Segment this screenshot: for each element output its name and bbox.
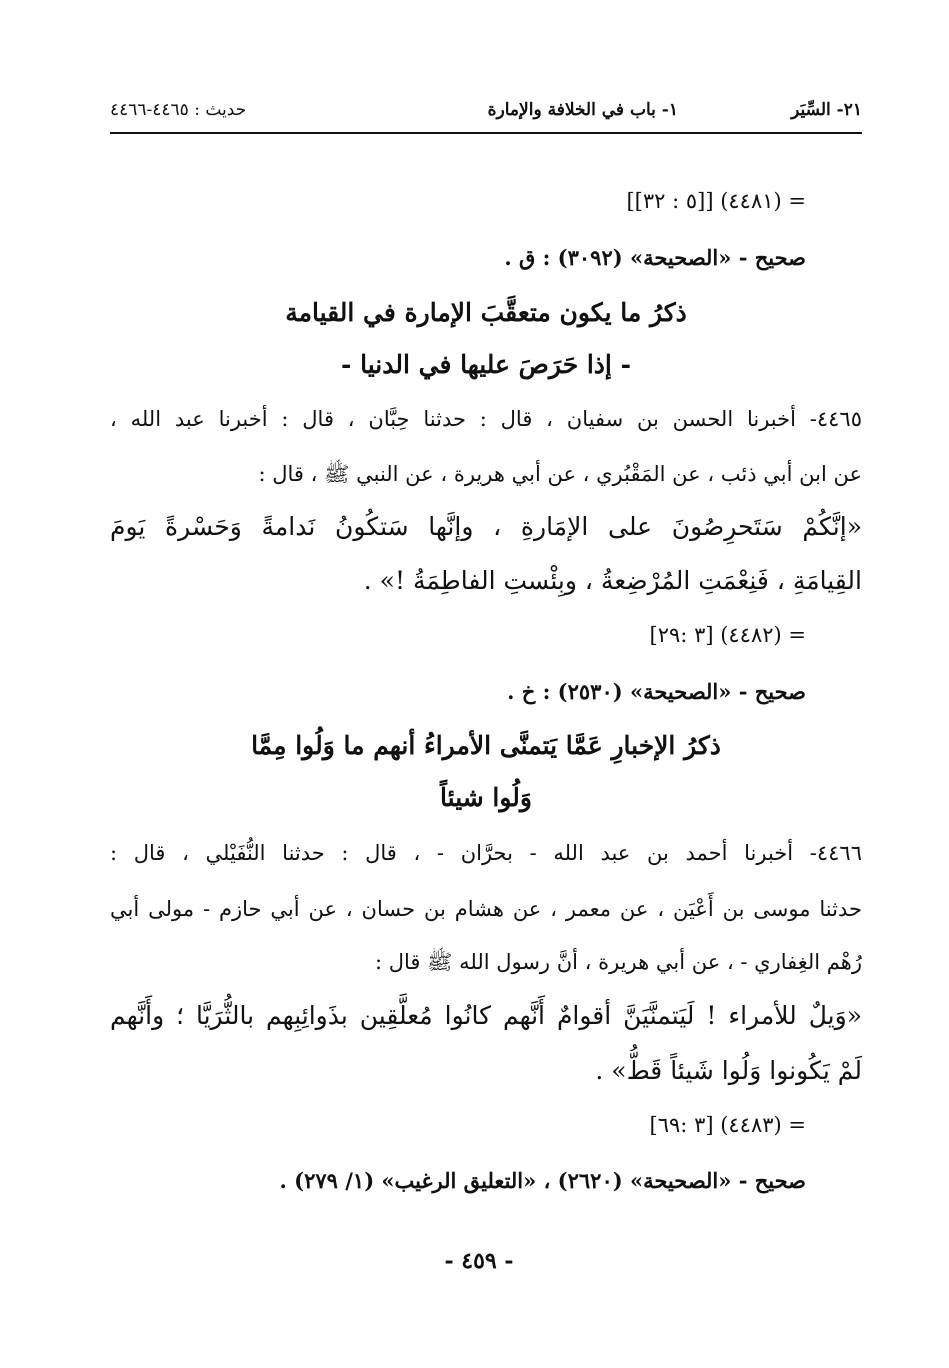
cross-reference-line: = (٤٤٨٣) [٣ :٦٩]: [649, 1113, 806, 1137]
hadith-text-line: «وَيلٌ للأمراء ! لَيَتمنَّيَنَّ أقوامٌ أَنَّهم كانُوا مُعلَّقِين بذَوائِبِهم بالثُّرَيَّا ؛ وأَنَّهم: [110, 1001, 862, 1030]
grading-line: صحيح - «الصحيحة» (٢٥٣٠) : خ .: [507, 679, 806, 704]
cross-reference-line: = (٤٤٨٢) [٣ :٢٩]: [649, 623, 806, 647]
hadith-range: حديث : ٤٤٦٥-٤٤٦٦: [110, 100, 247, 120]
chapter-title: ٢١- السِّيَر: [791, 100, 862, 120]
hadith-text-line: لَمْ يَكُونوا وَلُوا شَيئاً قَطُّ» .: [595, 1056, 862, 1085]
chapter-heading: ذكرُ ما يكون متعقَّبَ الإمارة في القيامة: [285, 298, 687, 327]
chapter-heading-subtitle: وَلُوا شيئاً: [440, 783, 532, 812]
page-number: - ٤٥٩ -: [444, 1248, 514, 1274]
isnad-line: عن ابن أبي ذئب ، عن المَقْبُري ، عن أبي هريرة ، عن النبي ﷺ ، قال :: [258, 462, 862, 486]
grading-line: صحيح - «الصحيحة» (٢٦٢٠) ، «التعليق الرغيب» (١/ ٢٧٩) .: [279, 1168, 806, 1193]
running-header: [110, 98, 862, 134]
section-title: ١- باب في الخلافة والإمارة: [487, 100, 678, 120]
hadith-text-line: القِيامَةِ ، فَنِعْمَتِ المُرْضِعةُ ، وبِئْستِ الفاطِمَةُ !» .: [363, 566, 862, 595]
chapter-heading: ذكرُ الإخبارِ عَمَّا يَتمنَّى الأمراءُ أنهم ما وَلُوا مِمَّا: [251, 731, 721, 760]
isnad-line: رُهْم الغِفاري - ، عن أبي هريرة ، أنَّ رسول الله ﷺ قال :: [374, 950, 862, 974]
chapter-heading-subtitle: - إذا حَرَصَ عليها في الدنيا -: [341, 350, 631, 379]
cross-reference-line: = (٤٤٨١) [[٥ : ٣٢]]: [626, 189, 806, 213]
isnad-line: ٤٤٦٥- أخبرنا الحسن بن سفيان ، قال : حدثنا حِبَّان ، قال : أخبرنا عبد الله ،: [110, 407, 862, 431]
hadith-text-line: «إنَّكُمْ سَتَحرِصُونَ على الإمَارةِ ، وإنَّها سَتكُونُ نَدامةً وَحَسْرةً يَومَ: [110, 512, 862, 541]
isnad-line: ٤٤٦٦- أخبرنا أحمد بن عبد الله - بحرَّان - ، قال : حدثنا النُّفَيْلي ، قال :: [110, 841, 862, 865]
grading-line: صحيح - «الصحيحة» (٣٠٩٢) : ق .: [504, 245, 806, 270]
isnad-line: حدثنا موسى بن أَعْيَن ، عن معمر ، عن هشام بن حسان ، عن أبي حازم - مولى أبي: [110, 897, 862, 921]
